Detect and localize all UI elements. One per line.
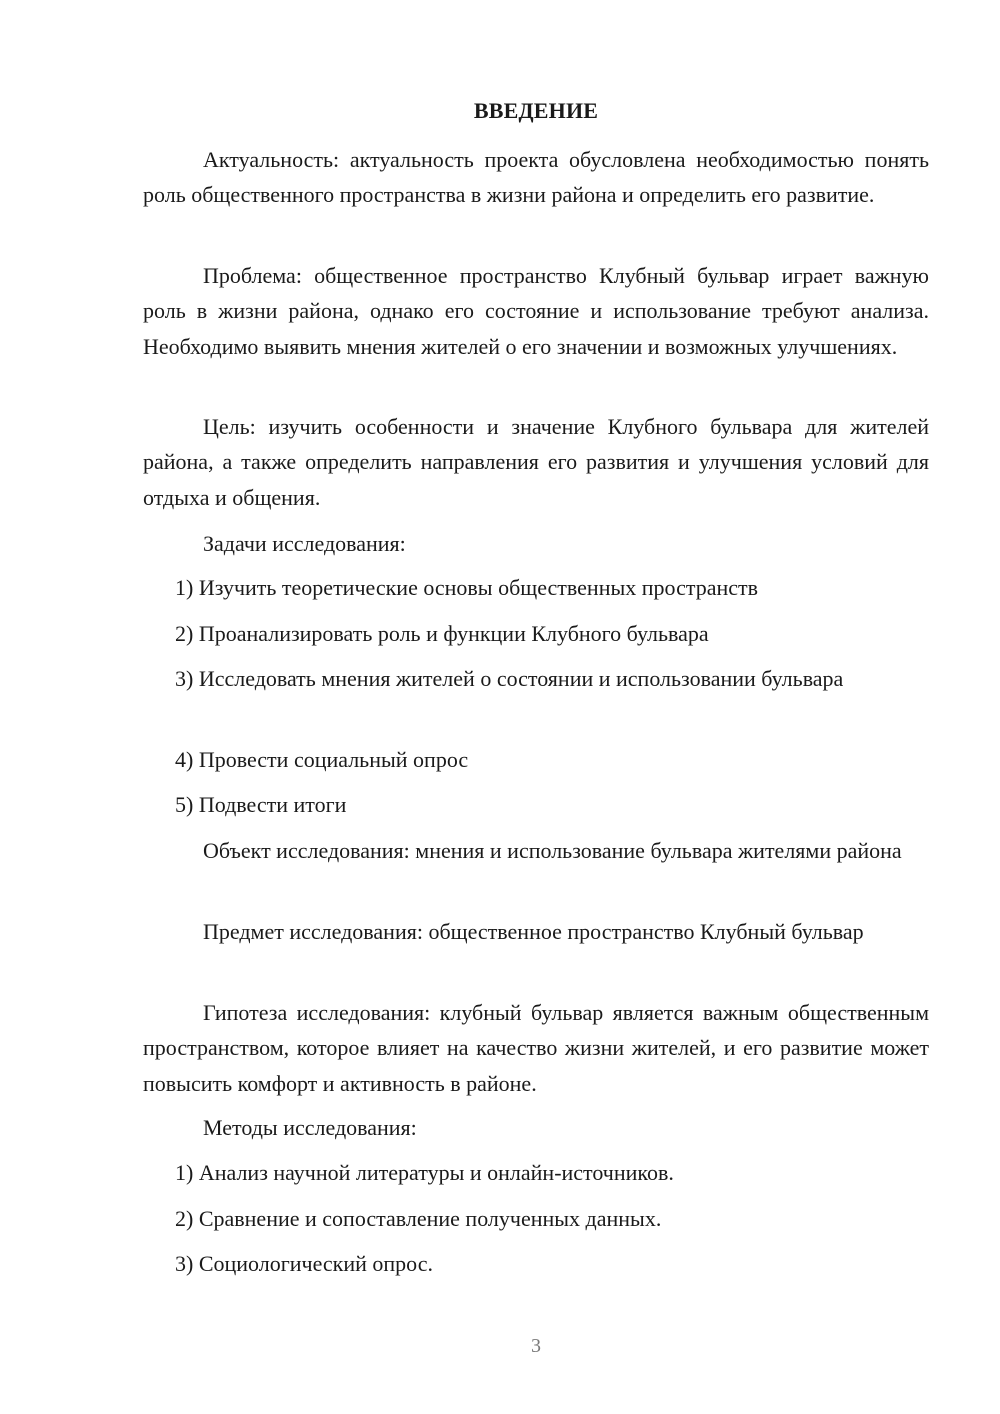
tasks-heading: Задачи исследования:	[203, 531, 406, 556]
subject-paragraph: Предмет исследования: общественное пространство Клубный бульвар	[203, 919, 864, 944]
task-item-2: 2) Проанализировать роль и функции Клубного бульвара	[175, 621, 709, 646]
methods-heading: Методы исследования:	[203, 1115, 417, 1140]
page-number: 3	[531, 1335, 541, 1357]
task-item-3: 3) Исследовать мнения жителей о состоянии и использовании бульвара	[175, 666, 844, 691]
task-item-1: 1) Изучить теоретические основы общественных пространств	[175, 575, 759, 600]
method-item-3: 3) Социологический опрос.	[175, 1251, 433, 1276]
task-item-5: 5) Подвести итоги	[175, 792, 347, 817]
relevance-paragraph: Актуальность: актуальность проекта обусловлена необходимостью понять роль общественного пространства в жизни района и определить его развитие.	[143, 147, 929, 208]
section-title: ВВЕДЕНИЕ	[473, 98, 599, 123]
object-paragraph: Объект исследования: мнения и использование бульвара жителями района	[203, 838, 902, 863]
method-item-1: 1) Анализ научной литературы и онлайн-источников.	[175, 1160, 674, 1185]
method-item-2: 2) Сравнение и сопоставление полученных данных.	[175, 1206, 662, 1231]
goal-paragraph: Цель: изучить особенности и значение Клубного бульвара для жителей района, а также определить направления его развития и улучшения условий для отдыха и общения.	[143, 414, 929, 510]
task-item-4: 4) Провести социальный опрос	[175, 747, 469, 772]
hypothesis-paragraph: Гипотеза исследования: клубный бульвар является важным общественным пространством, которое влияет на качество жизни жителей, и его развитие может повысить комфорт и активность в районе.	[143, 1000, 929, 1096]
problem-paragraph: Проблема: общественное пространство Клубный бульвар играет важную роль в жизни района, однако его состояние и использование требуют анализа. Необходимо выявить мнения жителей о его значении и возможных улучшениях.	[143, 263, 929, 359]
